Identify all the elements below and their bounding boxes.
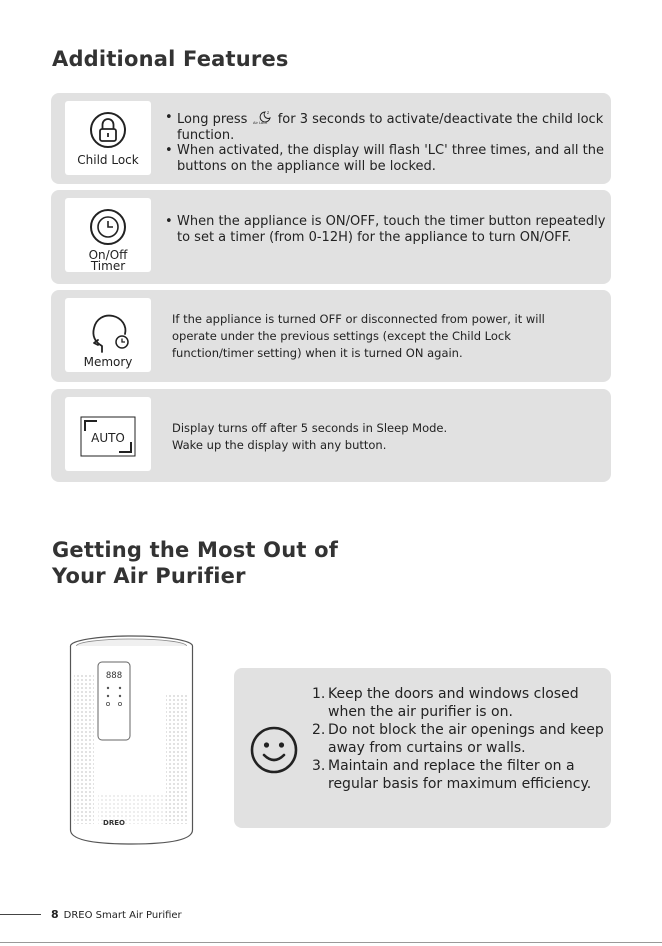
child-lock-icon-box	[65, 101, 151, 175]
auto-line-2: Wake up the display with any button.	[172, 438, 387, 452]
timer-card	[51, 190, 611, 284]
features-title: Additional Features	[52, 47, 289, 71]
footer-rule	[0, 914, 41, 915]
tips-card	[234, 668, 611, 828]
tip-item: 2. Do not block the air openings and keep away from curtains or walls.	[312, 722, 604, 756]
timer-bullet-1: • When the appliance is ON/OFF, touch the timer button repeatedly to set a timer (from 0-12H) for the appliance to turn ON/OFF.	[165, 214, 610, 245]
timer-description	[165, 214, 610, 245]
svg-text:888: 888	[105, 671, 123, 681]
tips-title-line-1: Getting the Most Out of	[52, 538, 339, 562]
footer-title: DREO Smart Air Purifier	[63, 910, 182, 921]
auto-icon-box	[65, 397, 151, 471]
svg-text:AUTO: AUTO	[91, 431, 125, 445]
smiley-face-icon	[249, 725, 299, 775]
memory-icon-box	[65, 298, 151, 372]
tip-item: 1. Keep the doors and windows closed when the air purifier is on.	[312, 686, 579, 720]
child-lock-bullet-1: • Long press z Air Lock for 3 seconds to activate/deactivate the child lock function.	[165, 110, 610, 143]
timer-icon-box	[65, 198, 151, 272]
auto-line-1: Display turns off after 5 seconds in Sleep Mode.	[172, 421, 448, 435]
page-footer	[51, 909, 182, 922]
page-number: 8	[51, 908, 59, 921]
sleep-air-lock-icon	[252, 110, 274, 125]
svg-text:DREO: DREO	[103, 819, 125, 827]
page-bottom-rule	[0, 942, 662, 943]
child-lock-card	[51, 93, 611, 184]
child-lock-label: Child Lock	[77, 153, 139, 167]
air-purifier-illustration	[68, 634, 195, 848]
memory-label: Memory	[83, 355, 133, 369]
tips-list	[314, 685, 604, 793]
memory-description: If the appliance is turned OFF or disconnected from power, it will operate under the previous settings (except the Child Lock function/timer setting) when it is turned ON again.	[172, 312, 545, 360]
svg-text:z: z	[266, 110, 269, 115]
auto-frame-icon	[65, 397, 151, 471]
timer-label-line-1: On/Off	[88, 248, 128, 262]
timer-label-line-2: Timer	[90, 259, 126, 273]
tip-item: 3. Maintain and replace the filter on a regular basis for maximum efficiency.	[312, 758, 592, 792]
auto-description	[172, 420, 572, 454]
auto-card	[51, 389, 611, 482]
child-lock-bullet-2: • When activated, the display will flash 'LC' three times, and all the buttons on the appliance will be locked.	[165, 143, 610, 174]
memory-card	[51, 290, 611, 382]
tips-title-line-2: Your Air Purifier	[52, 564, 246, 588]
child-lock-description	[165, 110, 610, 174]
svg-text:Air Lock: Air Lock	[252, 121, 267, 125]
